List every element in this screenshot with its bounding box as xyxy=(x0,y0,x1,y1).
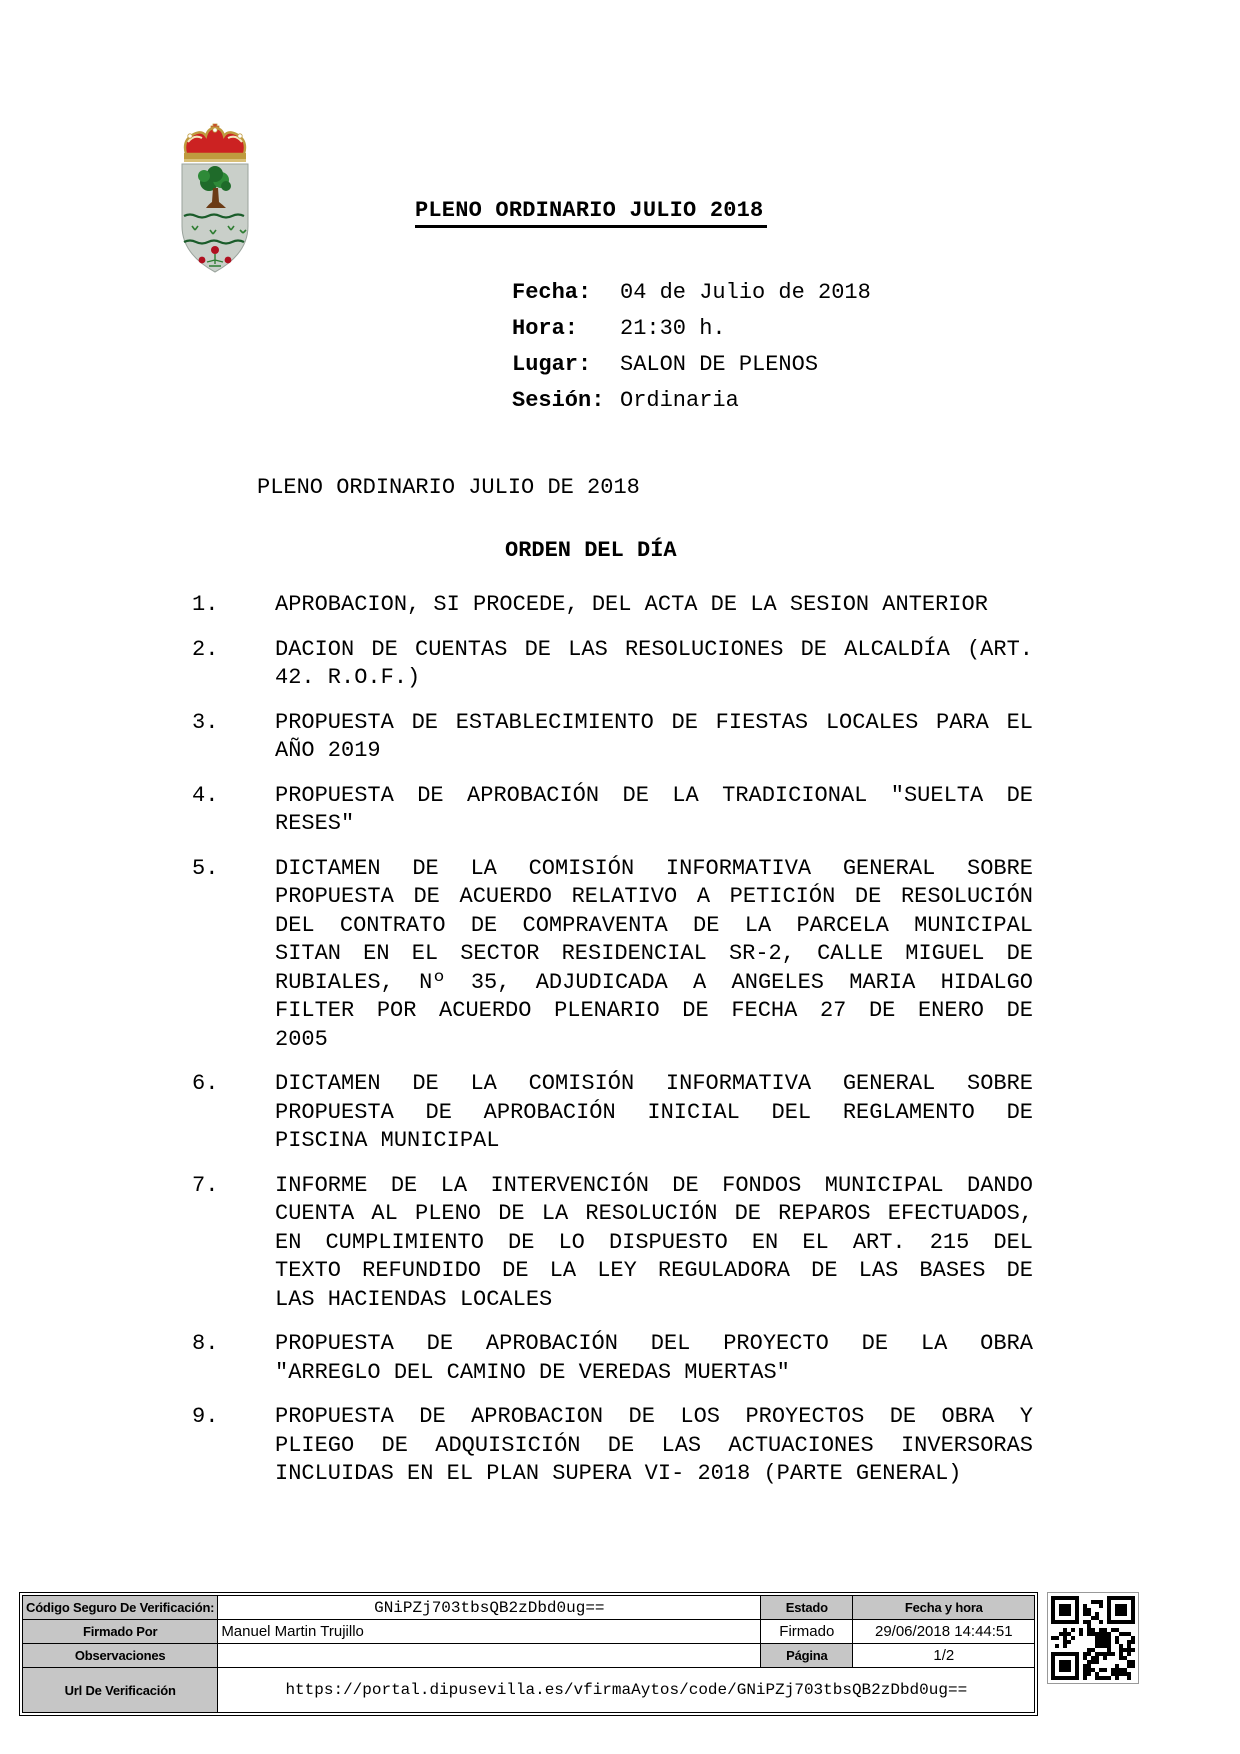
meta-row xyxy=(512,280,871,316)
meeting-meta xyxy=(512,280,871,424)
qr-code xyxy=(1047,1592,1139,1684)
agenda-item-line: PROPUESTA DE ACUERDO RELATIVO A PETICIÓN DE RESOLUCIÓN xyxy=(275,884,1033,909)
agenda-item-line: PROPUESTA DE APROBACIÓN DEL PROYECTO DE LA OBRA xyxy=(275,1331,1033,1356)
meta-label: Lugar: xyxy=(512,352,592,377)
meta-label: Sesión: xyxy=(512,388,605,413)
agenda-item xyxy=(192,782,1033,839)
agenda-item-line: TEXTO REFUNDIDO DE LA LEY REGULADORA DE LAS BASES DE xyxy=(275,1258,1033,1283)
meta-value: SALON DE PLENOS xyxy=(620,352,819,377)
agenda-item-line: "ARREGLO DEL CAMINO DE VEREDAS MUERTAS" xyxy=(275,1359,790,1385)
agenda-item-line: APROBACION, SI PROCEDE, DEL ACTA DE LA SESION ANTERIOR xyxy=(275,592,988,617)
observaciones-value xyxy=(218,1644,761,1668)
meta-row xyxy=(512,388,871,424)
page-title: PLENO ORDINARIO JULIO 2018 xyxy=(415,198,767,228)
firmado-por-label: Firmado Por xyxy=(23,1620,218,1644)
pagina-label: Página xyxy=(761,1644,853,1668)
agenda-item-line: INFORME DE LA INTERVENCIÓN DE FONDOS MUNICIPAL DANDO xyxy=(275,1172,1033,1198)
agenda-heading: ORDEN DEL DÍA xyxy=(505,538,677,563)
meta-label: Hora: xyxy=(512,316,579,341)
observaciones-label: Observaciones xyxy=(23,1644,218,1668)
agenda-list xyxy=(192,591,1033,1505)
estado-value: Firmado xyxy=(761,1620,853,1644)
agenda-item-number: 2. xyxy=(192,636,219,662)
municipal-coat-of-arms-icon xyxy=(176,120,254,276)
agenda-item-line: RESES" xyxy=(275,811,355,836)
verification-footer xyxy=(19,1592,1139,1716)
agenda-item-line: DEL CONTRATO DE COMPRAVENTA DE LA PARCELA MUNICIPAL xyxy=(275,912,1033,938)
agenda-item-number: 5. xyxy=(192,855,219,881)
agenda-item-line: SITAN EN EL SECTOR RESIDENCIAL SR-2, CALLE MIGUEL DE xyxy=(275,941,1033,966)
fecha-hora-value: 29/06/2018 14:44:51 xyxy=(853,1620,1035,1644)
agenda-item-line: LAS HACIENDAS LOCALES xyxy=(275,1286,553,1312)
agenda-item-line: PROPUESTA DE APROBACIÓN DE LA TRADICIONAL "SUELTA DE xyxy=(275,782,1033,808)
agenda-item-line: PLIEGO DE ADQUISICIÓN DE LAS ACTUACIONES INVERSORAS xyxy=(275,1432,1033,1458)
agenda-item-number: 6. xyxy=(192,1071,219,1096)
estado-header: Estado xyxy=(761,1596,853,1620)
agenda-item-line: DICTAMEN DE LA COMISIÓN INFORMATIVA GENERAL SOBRE xyxy=(275,1071,1033,1096)
meta-row xyxy=(512,316,871,352)
agenda-item-line: CUENTA AL PLENO DE LA RESOLUCIÓN DE REPAROS EFECTUADOS, xyxy=(275,1201,1033,1226)
agenda-item-line: INCLUIDAS EN EL PLAN SUPERA VI- 2018 (PARTE GENERAL) xyxy=(275,1461,962,1486)
url-verificacion-value: https://portal.dipusevilla.es/vfirmaAytos/code/GNiPZj703tbsQB2zDbd0ug== xyxy=(218,1668,1035,1713)
url-verificacion-label: Url De Verificación xyxy=(23,1668,218,1713)
agenda-item-line: PISCINA MUNICIPAL xyxy=(275,1128,500,1153)
agenda-item-line: FILTER POR ACUERDO PLENARIO DE FECHA 27 DE ENERO DE xyxy=(275,998,1033,1023)
meta-value: Ordinaria xyxy=(620,388,739,413)
agenda-item-number: 1. xyxy=(192,592,219,617)
agenda-item xyxy=(192,1403,1033,1489)
agenda-item-line: EN CUMPLIMIENTO DE LO DISPUESTO EN EL ART. 215 DEL xyxy=(275,1229,1033,1255)
meta-row xyxy=(512,352,871,388)
agenda-item xyxy=(192,1070,1033,1156)
agenda-item-number: 8. xyxy=(192,1331,219,1356)
fecha-hora-header: Fecha y hora xyxy=(853,1596,1035,1620)
csv-value: GNiPZj703tbsQB2zDbd0ug== xyxy=(218,1596,761,1620)
agenda-item-line: DACION DE CUENTAS DE LAS RESOLUCIONES DE ALCALDÍA (ART. xyxy=(275,636,1033,662)
agenda-item-line: PROPUESTA DE APROBACION DE LOS PROYECTOS DE OBRA Y xyxy=(275,1404,1033,1429)
agenda-item-line: DICTAMEN DE LA COMISIÓN INFORMATIVA GENERAL SOBRE xyxy=(275,855,1033,881)
meta-value: 21:30 h. xyxy=(620,316,726,341)
meta-label: Fecha: xyxy=(512,280,592,305)
agenda-item-line: 2005 xyxy=(275,1026,328,1052)
agenda-item-line: 42. R.O.F.) xyxy=(275,665,421,690)
agenda-item-line: AÑO 2019 xyxy=(275,738,381,763)
agenda-item xyxy=(192,1172,1033,1315)
agenda-item xyxy=(192,709,1033,766)
agenda-item xyxy=(192,1330,1033,1387)
agenda-item-number: 9. xyxy=(192,1404,219,1429)
agenda-item-line: PROPUESTA DE APROBACIÓN INICIAL DEL REGLAMENTO DE xyxy=(275,1099,1033,1125)
firmado-por-value: Manuel Martin Trujillo xyxy=(218,1620,761,1644)
agenda-item-number: 4. xyxy=(192,782,219,808)
pagina-value: 1/2 xyxy=(853,1644,1035,1668)
meta-value: 04 de Julio de 2018 xyxy=(620,280,871,305)
agenda-item xyxy=(192,855,1033,1055)
document-subtitle: PLENO ORDINARIO JULIO DE 2018 xyxy=(257,475,640,500)
csv-label: Código Seguro De Verificación: xyxy=(23,1596,218,1620)
verification-table xyxy=(19,1592,1038,1716)
agenda-item xyxy=(192,636,1033,693)
agenda-item-number: 3. xyxy=(192,709,219,735)
agenda-item-line: PROPUESTA DE ESTABLECIMIENTO DE FIESTAS LOCALES PARA EL xyxy=(275,709,1033,735)
agenda-item xyxy=(192,591,1033,620)
agenda-item-number: 7. xyxy=(192,1172,219,1198)
agenda-item-line: RUBIALES, Nº 35, ADJUDICADA A ANGELES MARIA HIDALGO xyxy=(275,969,1033,995)
